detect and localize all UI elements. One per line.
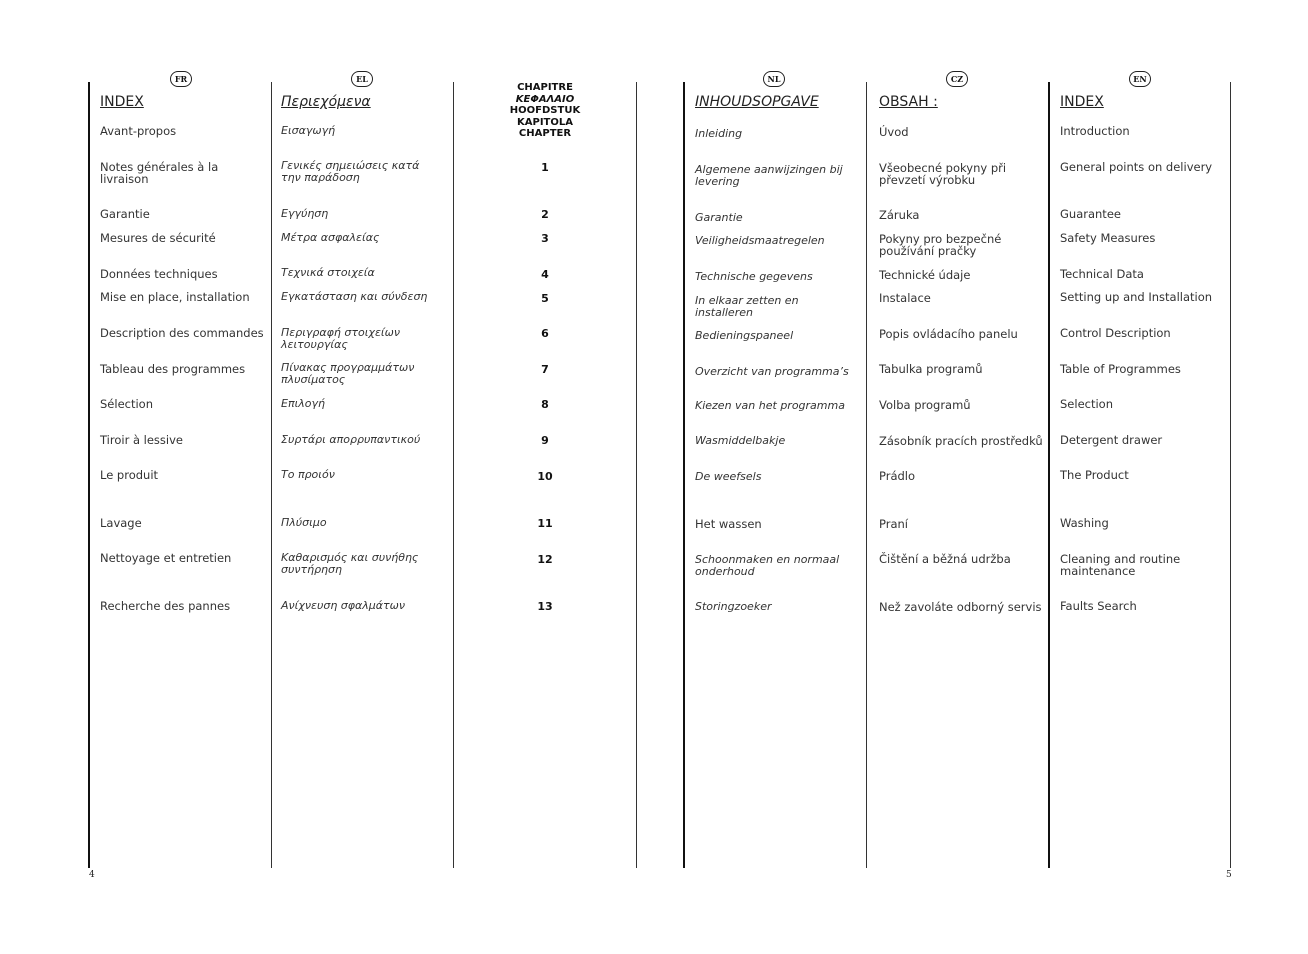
fr-item: Lavage [100,516,142,530]
cz-item: Technické údaje [879,268,971,282]
left-page-rule [88,82,90,868]
nl-item: Algemene aanwijzingen bij levering [695,163,843,188]
en-item: Technical Data [1060,267,1144,281]
el-item: Επιλογή [281,397,326,410]
fr-item: Mesures de sécurité [100,231,216,245]
el-item: Εισαγωγή [281,124,336,137]
cz-item: Tabulka programů [879,362,983,376]
en-item: General points on delivery [1060,160,1213,174]
chapter-number: 8 [541,398,549,411]
el-item: Μέτρα ασφαλείας [281,231,380,244]
cz-item: Instalace [879,291,931,305]
fr-language-badge: FR [170,71,192,87]
column-divider [1230,82,1231,868]
nl-item: Storingzoeker [695,600,772,613]
cz-item: Zásobník pracích prostředků [879,434,1043,448]
right-page-rule [683,82,685,868]
el-item: Πλύσιμο [281,516,327,529]
chapter-number: 11 [537,517,553,530]
fr-item: Avant-propos [100,124,177,138]
fr-item: Recherche des pannes [100,599,231,613]
el-heading: Περιεχόμενα [281,94,371,110]
column-divider [271,82,272,868]
nl-item: Technische gegevens [695,270,813,283]
chapter-heading-el: ΚΕΦΑΛΑΙΟ [515,93,575,105]
nl-language-badge: NL [763,71,785,87]
el-language-badge: EL [351,71,373,87]
column-divider [636,82,637,868]
cz-item: Úvod [879,125,909,139]
fr-item: Sélection [100,397,153,411]
chapter-number: 6 [541,327,549,340]
cz-item: Volba programů [879,398,971,412]
cz-heading: OBSAH : [879,94,938,110]
fr-item: Tiroir à lessive [100,433,183,447]
chapter-number: 12 [537,553,553,566]
el-item: Το προιόν [281,468,335,481]
cz-item: Praní [879,517,908,531]
column-divider [453,82,454,868]
left-page-number: 4 [89,870,95,880]
chapter-heading-fr: CHAPITRE [517,82,573,93]
nl-item: Schoonmaken en normaal onderhoud [695,553,840,578]
chapter-heading-nl: HOOFDSTUK [509,105,581,116]
cz-item: Prádlo [879,469,916,483]
nl-item: Bedieningspaneel [695,329,794,342]
nl-item: De weefsels [695,470,762,483]
column-divider [1048,82,1050,868]
el-item: Εγγύηση [281,207,329,220]
fr-heading: INDEX [100,94,144,110]
nl-item: Veiligheidsmaatregelen [695,234,825,247]
en-language-badge: EN [1129,71,1151,87]
cz-item: Popis ovládacího panelu [879,327,1018,341]
en-item: Safety Measures [1060,231,1156,245]
nl-item: In elkaar zetten en installeren [695,294,799,319]
en-item: Selection [1060,397,1113,411]
chapter-number: 9 [541,434,549,447]
el-item: Ανίχνευση σφαλμάτων [281,599,406,612]
en-item: Detergent drawer [1060,433,1163,447]
fr-item: Le produit [100,468,159,482]
en-item: Washing [1060,516,1109,530]
en-item: Cleaning and routine maintenance [1060,552,1181,578]
column-divider [866,82,867,868]
fr-item: Description des commandes [100,326,264,340]
cz-language-badge: CZ [946,71,968,87]
nl-item: Kiezen van het programma [695,399,845,412]
cz-item: Záruka [879,208,920,222]
el-item: Πίνακας προγραμμάτων πλυσίματος [281,361,415,386]
chapter-number: 4 [541,268,549,281]
nl-item: Het wassen [695,517,762,531]
chapter-number: 5 [541,292,549,305]
fr-item: Garantie [100,207,150,221]
fr-item: Mise en place, installation [100,290,250,304]
fr-item: Nettoyage et entretien [100,551,232,565]
nl-item: Wasmiddelbakje [695,434,786,447]
en-item: Introduction [1060,124,1130,138]
en-item: The Product [1060,468,1129,482]
el-item: Συρτάρι απορρυπαντικού [281,433,421,446]
fr-item: Notes générales à la livraison [100,160,219,186]
el-item: Περιγραφή στοιχείων λειτουργίας [281,326,400,351]
chapter-number: 7 [541,363,549,376]
en-item: Setting up and Installation [1060,290,1213,304]
en-item: Faults Search [1060,599,1137,613]
el-item: Γενικές σημειώσεις κατά την παράδοση [281,159,420,184]
nl-item: Inleiding [695,127,743,140]
el-item: Εγκατάσταση και σύνδεση [281,290,428,303]
en-item: Table of Programmes [1060,362,1181,376]
chapter-heading [505,82,585,140]
en-item: Guarantee [1060,207,1121,221]
cz-item: Všeobecné pokyny při převzetí výrobku [879,161,1007,187]
right-page-number: 5 [1226,870,1232,880]
el-item: Τεχνικά στοιχεία [281,266,375,279]
chapter-number: 10 [537,470,553,483]
nl-heading: INHOUDSOPGAVE [695,94,819,110]
el-item: Καθαρισμός και συνήθης συντήρηση [281,551,419,576]
chapter-number: 13 [537,600,553,613]
en-heading: INDEX [1060,94,1104,110]
chapter-number: 3 [541,232,549,245]
fr-item: Tableau des programmes [100,362,246,376]
nl-item: Garantie [695,211,743,224]
chapter-heading-en: CHAPTER [518,128,572,139]
cz-item: Pokyny pro bezpečné používání pračky [879,232,1002,258]
chapter-number: 2 [541,208,549,221]
cz-item: Čištění a běžná udržba [879,552,1011,566]
chapter-heading-cz: KAPITOLA [517,116,573,128]
nl-item: Overzicht van programma’s [695,365,849,378]
en-item: Control Description [1060,326,1171,340]
cz-item: Než zavoláte odborný servis [879,600,1042,614]
chapter-number: 1 [541,161,549,174]
fr-item: Données techniques [100,267,218,281]
